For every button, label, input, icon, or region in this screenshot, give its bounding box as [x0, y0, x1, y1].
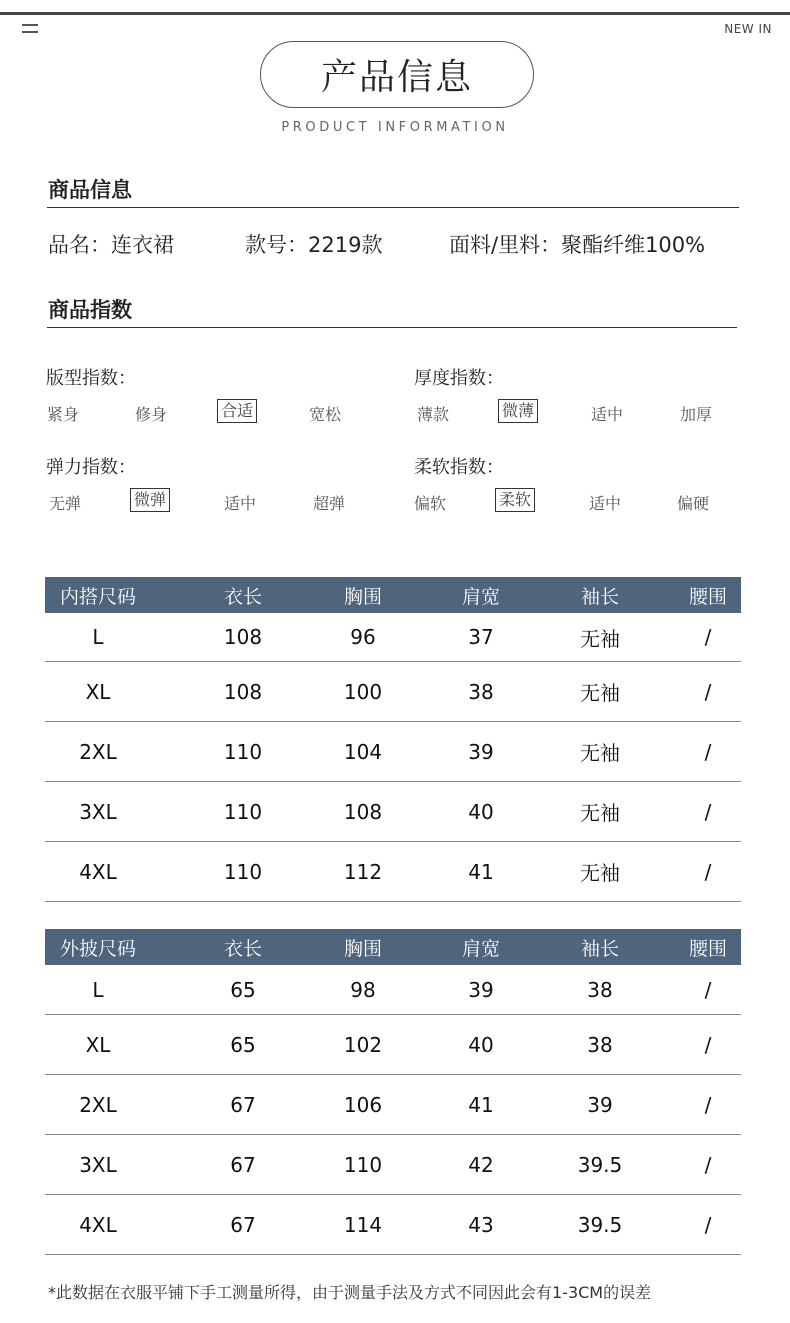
- table-cell: 114: [343, 1212, 383, 1237]
- index-title: 弹力指数：: [46, 457, 136, 478]
- index-title: 柔软指数：: [414, 457, 504, 478]
- table-cell: 无袖: [580, 801, 620, 825]
- table-cell: 110: [223, 739, 263, 764]
- table-cell: /: [704, 739, 712, 764]
- product-info-rule: [47, 207, 739, 208]
- column-header: 肩宽: [461, 585, 500, 608]
- product-style-no: 款号：2219款: [245, 233, 383, 257]
- table-cell: /: [704, 977, 712, 1002]
- table-cell: 4XL: [79, 1212, 117, 1237]
- table-cell: /: [704, 1212, 712, 1237]
- table-cell: 108: [223, 625, 263, 649]
- column-header: 胸围: [343, 937, 382, 960]
- index-option: 适中: [224, 494, 257, 513]
- column-header: 内搭尺码: [59, 585, 136, 608]
- table-cell: 无袖: [580, 861, 620, 885]
- table-cell: 110: [343, 1152, 383, 1177]
- table-row: [45, 1015, 741, 1075]
- table-cell: 3XL: [79, 799, 117, 824]
- table-cell: 39.5: [577, 1152, 623, 1177]
- table-cell: 无袖: [580, 741, 620, 765]
- indices-heading: 商品指数: [48, 298, 132, 322]
- index-option: 偏硬: [677, 494, 710, 513]
- table-row: [45, 782, 741, 842]
- table-cell: 2XL: [79, 1092, 117, 1117]
- column-header: 外披尺码: [59, 937, 136, 960]
- page-title: 产品信息: [260, 41, 534, 108]
- table-row: [45, 1195, 741, 1255]
- index-option: 紧身: [47, 405, 80, 424]
- table-cell: XL: [85, 1032, 111, 1057]
- indices-rule: [47, 327, 737, 328]
- table-cell: 38: [587, 1032, 613, 1057]
- table-cell: 65: [230, 977, 256, 1002]
- index-title: 版型指数：: [46, 368, 136, 389]
- index-option: 超弹: [313, 494, 346, 513]
- table-cell: 40: [468, 799, 494, 824]
- column-header: 袖长: [580, 585, 619, 608]
- table-cell: /: [704, 1152, 712, 1177]
- table-cell: /: [704, 625, 712, 649]
- new-in-label: NEW IN: [724, 22, 772, 36]
- page-subtitle: PRODUCT INFORMATION: [281, 120, 509, 135]
- column-header: 袖长: [580, 937, 619, 960]
- index-option-selected: 微弹: [130, 488, 170, 512]
- table-cell: /: [704, 799, 712, 824]
- table-cell: 102: [343, 1032, 383, 1057]
- table-cell: 41: [468, 1092, 494, 1117]
- top-rule: [0, 12, 790, 15]
- table-cell: /: [704, 1092, 712, 1117]
- table-header: [45, 577, 741, 613]
- table-cell: 67: [230, 1212, 256, 1237]
- table-cell: L: [92, 625, 104, 649]
- index-option: 薄款: [417, 405, 450, 424]
- column-header: 胸围: [343, 585, 382, 608]
- table-cell: 38: [587, 977, 613, 1002]
- product-info-heading: 商品信息: [48, 178, 132, 202]
- table-cell: 100: [343, 679, 383, 704]
- table-cell: 67: [230, 1092, 256, 1117]
- index-option: 宽松: [309, 405, 342, 424]
- table-row: [45, 722, 741, 782]
- table-cell: 39: [587, 1092, 613, 1117]
- column-header: 腰围: [688, 937, 727, 960]
- footnote: *此数据在衣服平铺下手工测量所得，由于测量手法及方式不同因此会有1-3CM的误差: [48, 1283, 652, 1302]
- column-header: 肩宽: [461, 937, 500, 960]
- table-cell: 65: [230, 1032, 256, 1057]
- index-option: 适中: [591, 405, 624, 424]
- product-name: 品名：连衣裙: [48, 233, 174, 257]
- inner-size-table: [45, 577, 741, 902]
- table-cell: 43: [468, 1212, 494, 1237]
- table-cell: 96: [350, 625, 376, 649]
- outer-size-table: [45, 929, 741, 1255]
- column-header: 衣长: [223, 937, 262, 960]
- menu-icon[interactable]: [22, 24, 40, 38]
- index-option: 无弹: [49, 494, 82, 513]
- table-row: [45, 1075, 741, 1135]
- table-cell: XL: [85, 679, 111, 704]
- table-cell: 38: [468, 679, 494, 704]
- table-cell: 106: [343, 1092, 383, 1117]
- table-cell: 104: [343, 739, 383, 764]
- table-cell: /: [704, 859, 712, 884]
- table-cell: 110: [223, 859, 263, 884]
- table-cell: 108: [223, 679, 263, 704]
- index-title: 厚度指数：: [414, 368, 504, 389]
- index-option-selected: 微薄: [498, 399, 538, 423]
- table-cell: 无袖: [580, 626, 620, 651]
- table-cell: 98: [350, 977, 376, 1002]
- table-row: [45, 662, 741, 722]
- table-row: [45, 965, 741, 1015]
- table-cell: 39: [468, 977, 494, 1002]
- index-option: 适中: [589, 494, 622, 513]
- table-cell: 37: [468, 625, 494, 649]
- table-cell: 112: [343, 859, 383, 884]
- table-row: [45, 1135, 741, 1195]
- index-option-selected: 柔软: [495, 488, 535, 512]
- column-header: 腰围: [688, 585, 727, 608]
- table-row: [45, 613, 741, 662]
- table-cell: 42: [468, 1152, 494, 1177]
- index-option: 偏软: [414, 494, 447, 513]
- table-cell: 2XL: [79, 739, 117, 764]
- table-cell: 39.5: [577, 1212, 623, 1237]
- table-cell: 110: [223, 799, 263, 824]
- table-cell: 108: [343, 799, 383, 824]
- index-option: 加厚: [680, 405, 713, 424]
- table-row: [45, 842, 741, 902]
- table-cell: 41: [468, 859, 494, 884]
- product-fabric: 面料/里料：聚酯纤维100%: [449, 233, 706, 257]
- table-cell: 67: [230, 1152, 256, 1177]
- table-cell: 40: [468, 1032, 494, 1057]
- index-option: 修身: [135, 405, 168, 424]
- table-cell: L: [92, 977, 104, 1002]
- index-option-selected: 合适: [217, 399, 257, 423]
- column-header: 衣长: [223, 585, 262, 608]
- table-cell: 4XL: [79, 859, 117, 884]
- table-header: [45, 929, 741, 965]
- table-cell: 无袖: [580, 681, 620, 705]
- table-cell: /: [704, 679, 712, 704]
- table-cell: 3XL: [79, 1152, 117, 1177]
- table-cell: /: [704, 1032, 712, 1057]
- table-cell: 39: [468, 739, 494, 764]
